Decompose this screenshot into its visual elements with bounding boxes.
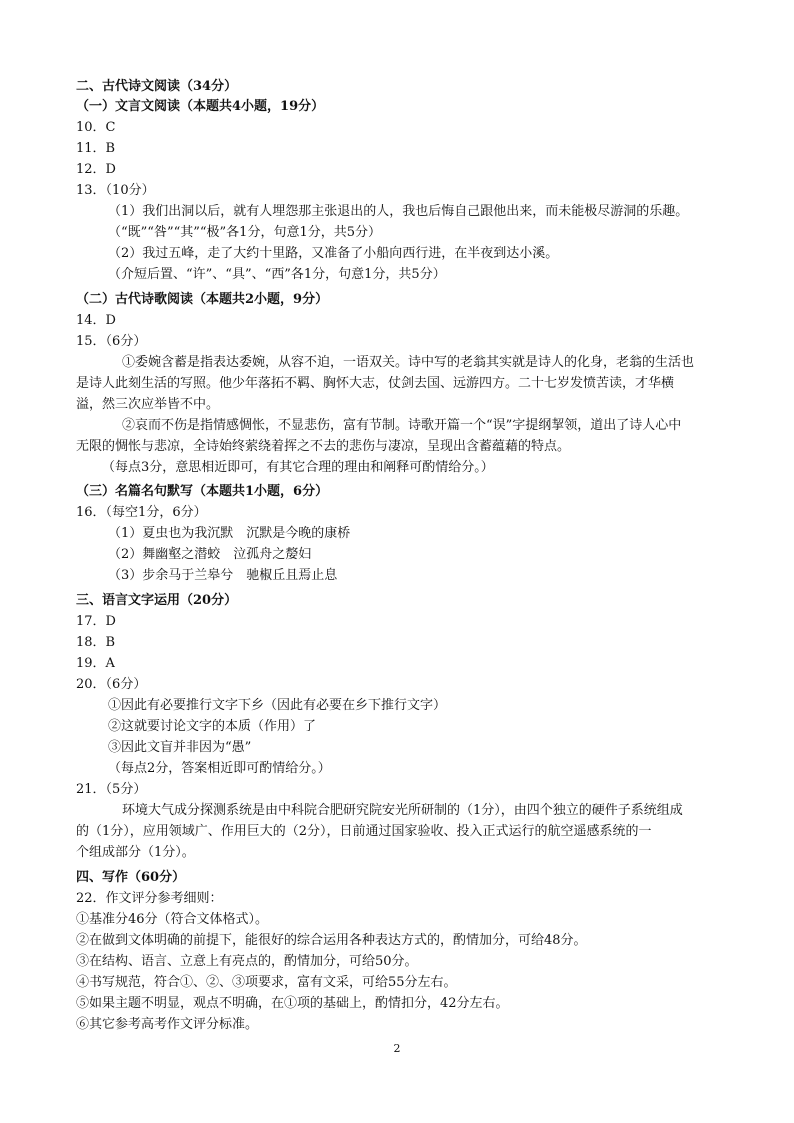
answer-15-scoring-note: （每点3分，意思相近即可，有其它合理的理由和阐释可酌情给分。） [102,460,494,475]
answer-13-header: 13．（10分） [76,183,155,198]
answer-16-header: 16．（每空1分，6分） [76,505,207,520]
answer-20-item-2: ②这就要讨论文字的本质（作用）了 [108,719,317,734]
answer-16-item-3: （3）步余马于兰皋兮 驰椒丘且焉止息 [108,568,338,583]
page-number: 2 [393,1042,401,1055]
answer-10: 10．C [76,120,116,135]
section-heading-language-use: 三、语言文字运用（20分） [76,593,238,608]
answer-13-scoring-1: （“既”“咎”“其”“极”各1分，句意1分，共5分） [108,225,381,240]
answer-21-line-2: 的（1分），应用领域广、作用巨大的（2分），日前通过国家验收、投入正式运行的航空遥感系统的一 [76,824,652,839]
answer-13-translation-1: （1）我们出洞以后，就有人埋怨那主张退出的人，我也后悔自己跟他出来，而未能极尽游洞的乐趣。 [108,204,689,219]
answer-15-point-1-line-1: ①委婉含蓄是指表达委婉，从容不迫，一语双关。诗中写的老翁其实就是诗人的化身，老翁的生活也 [122,355,695,370]
answer-21-line-3: 个组成部分（1分）。 [76,845,195,860]
answer-15-point-2-line-1: ②哀而不伤是指情感惆怅，不显悲伤，富有节制。诗歌开篇一个“误”字提纲挈领，道出了诗人心中 [122,418,682,433]
answer-13-translation-2: （2）我过五峰，走了大约十里路，又准备了小船向西行进，在半夜到达小溪。 [108,246,559,261]
subsection-heading-famous-lines: （三）名篇名句默写（本题共1小题，6分） [76,484,329,499]
answer-16-item-2: （2）舞幽壑之潜蛟 泣孤舟之嫠妇 [108,547,312,562]
section-heading-ancient-reading: 二、古代诗文阅读（34分） [76,79,238,94]
answer-12: 12．D [76,162,116,177]
writing-criterion-6: ⑥其它参考高考作文评分标准。 [76,1017,259,1032]
answer-15-point-1-line-3: 溢，然三次应举皆不中。 [76,397,220,412]
answer-18: 18．B [76,635,116,650]
answer-20-header: 20．（6分） [76,677,147,692]
answer-19: 19．A [76,656,115,671]
answer-22-header: 22．作文评分参考细则： [76,891,223,906]
section-heading-writing: 四、写作（60分） [76,870,186,885]
writing-criterion-1: ①基准分46分（符合文体格式）。 [76,912,269,927]
answer-15-point-2-line-2: 无限的惆怅与悲凉，全诗始终萦绕着挥之不去的悲伤与凄凉，呈现出含蓄蕴藉的特点。 [76,439,571,454]
writing-criterion-3: ③在结构、语言、立意上有亮点的，酌情加分，可给50分。 [76,954,418,969]
answer-17: 17．D [76,614,116,629]
answer-21-header: 21．（5分） [76,782,147,797]
answer-16-item-1: （1）夏虫也为我沉默 沉默是今晚的康桥 [108,526,351,541]
writing-criterion-2: ②在做到文体明确的前提下，能很好的综合运用各种表达方式的，酌情加分，可给48分。 [76,933,587,948]
answer-11: 11．B [76,141,116,156]
answer-21-line-1: 环境大气成分探测系统是由中科院合肥研究院安光所研制的（1分），由四个独立的硬件子系统组成 [122,803,683,818]
writing-criterion-4: ④书写规范，符合①、②、③项要求，富有文采，可给55分左右。 [76,975,457,990]
subsection-heading-classical-prose: （一）文言文阅读（本题共4小题，19分） [76,99,325,114]
writing-criterion-5: ⑤如果主题不明显，观点不明确，在①项的基础上，酌情扣分，42分左右。 [76,996,509,1011]
answer-14: 14．D [76,313,116,328]
answer-15-point-1-line-2: 是诗人此刻生活的写照。他少年落拓不羁、胸怀大志，仗剑去国、远游四方。二十七岁发愤苦读，才华横 [76,376,675,391]
answer-20-item-1: ①因此有必要推行文字下乡（因此有必要在乡下推行文字） [108,698,447,713]
answer-13-scoring-2: （介短后置、“许”、“具”、“西”各1分，句意1分，共5分） [108,267,446,282]
subsection-heading-poetry: （二）古代诗歌阅读（本题共2小题，9分） [76,292,329,307]
answer-15-header: 15．（6分） [76,334,147,349]
answer-20-scoring-note: （每点2分，答案相近即可酌情给分。） [108,761,331,776]
answer-20-item-3: ③因此文盲并非因为“愚” [108,740,252,755]
